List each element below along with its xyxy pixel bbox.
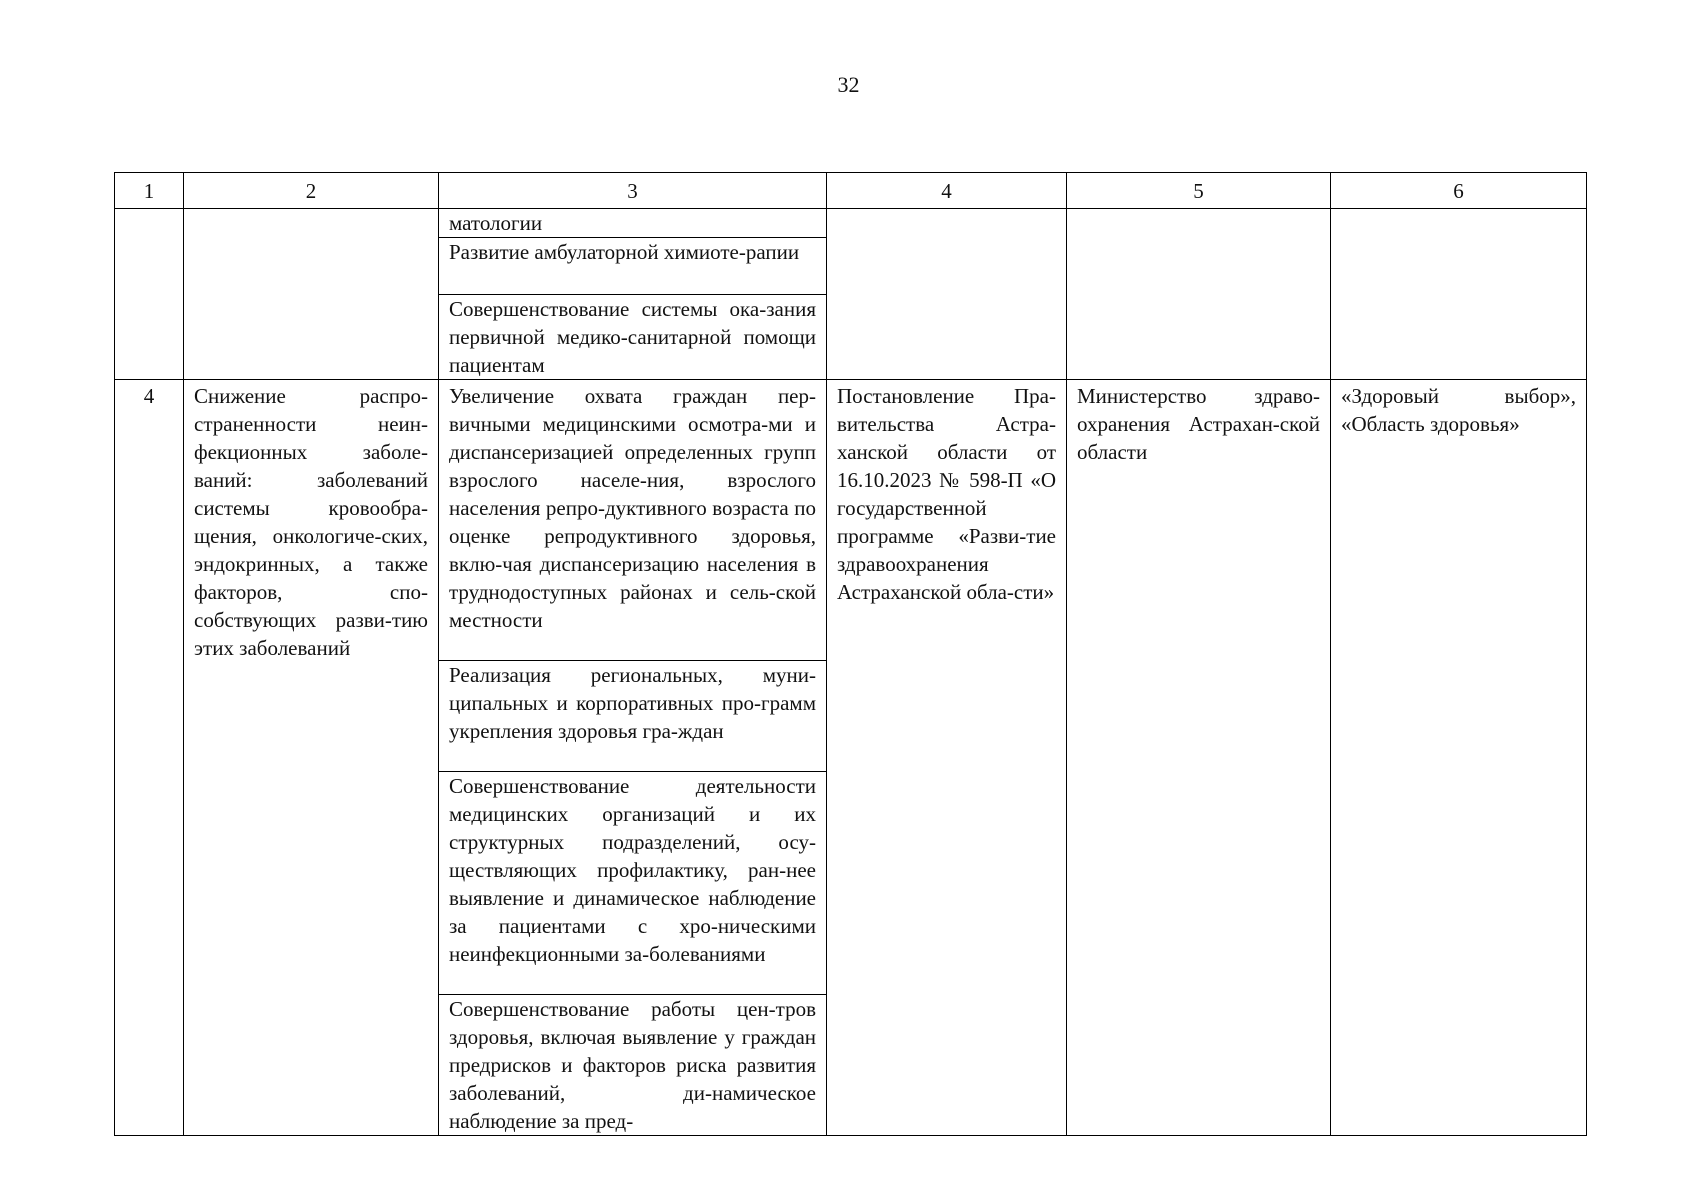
cont-col-6 — [1331, 209, 1587, 380]
cont-measure: Развитие амбулаторной химиоте-рапии — [439, 238, 827, 295]
document-cell: Постановление Пра-вительства Астра-ханской области от 16.10.2023 № 598-П «О государственной программе «Разви-тие здравоохранения Астраханской обла-сти» — [827, 380, 1067, 1136]
header-col-6: 6 — [1331, 173, 1587, 209]
cont-measure: Совершенствование системы ока-зания первичной медико-санитарной помощи пациентам — [439, 295, 827, 380]
cont-col-1 — [115, 209, 184, 380]
cont-measure: матологии — [439, 209, 827, 238]
header-col-5: 5 — [1067, 173, 1331, 209]
measures-table — [114, 172, 1587, 1136]
header-col-1: 1 — [115, 173, 184, 209]
header-row — [115, 173, 1587, 209]
executor-cell: Министерство здраво-охранения Астрахан-ской области — [1067, 380, 1331, 1136]
measure-cell: Совершенствование работы цен-тров здоровья, включая выявление у граждан предрисков и факторов риска развития заболеваний, ди-намическое наблюдение за пред- — [439, 995, 827, 1136]
projects-cell: «Здоровый выбор», «Область здоровья» — [1331, 380, 1587, 1136]
page-number: 32 — [837, 72, 860, 97]
cont-col-2 — [184, 209, 439, 380]
cont-col-4 — [827, 209, 1067, 380]
task-cell: Снижение распро-страненности неин-фекционных заболе-ваний: заболеваний системы кровообра-щения, онкологиче-ских, эндокринных, а также факторов, спо-собствующих разви-тию этих заболеваний — [184, 380, 439, 1136]
measure-cell: Совершенствование деятельности медицинских организаций и их структурных подразделений, осу-ществляющих профилактику, ран-нее выявление и динамическое наблюдение за пациентами с хро-ническими неинфекционными за-болеваниями — [439, 772, 827, 995]
cont-col-5 — [1067, 209, 1331, 380]
measure-cell: Реализация региональных, муни-ципальных и корпоративных про-грамм укрепления здоровья гра-ждан — [439, 661, 827, 772]
header-col-2: 2 — [184, 173, 439, 209]
measure-cell: Увеличение охвата граждан пер-вичными медицинскими осмотра-ми и диспансеризацией определенных групп взрослого населе-ния, взрослого населения репро-дуктивного возраста по оценке репродуктивного здоровья, вклю-чая диспансеризацию населения в труднодоступных районах и сель-ской местности — [439, 380, 827, 661]
table-row — [115, 209, 1587, 238]
header-col-3: 3 — [439, 173, 827, 209]
header-col-4: 4 — [827, 173, 1067, 209]
table-row — [115, 380, 1587, 661]
row-number: 4 — [115, 380, 184, 1136]
